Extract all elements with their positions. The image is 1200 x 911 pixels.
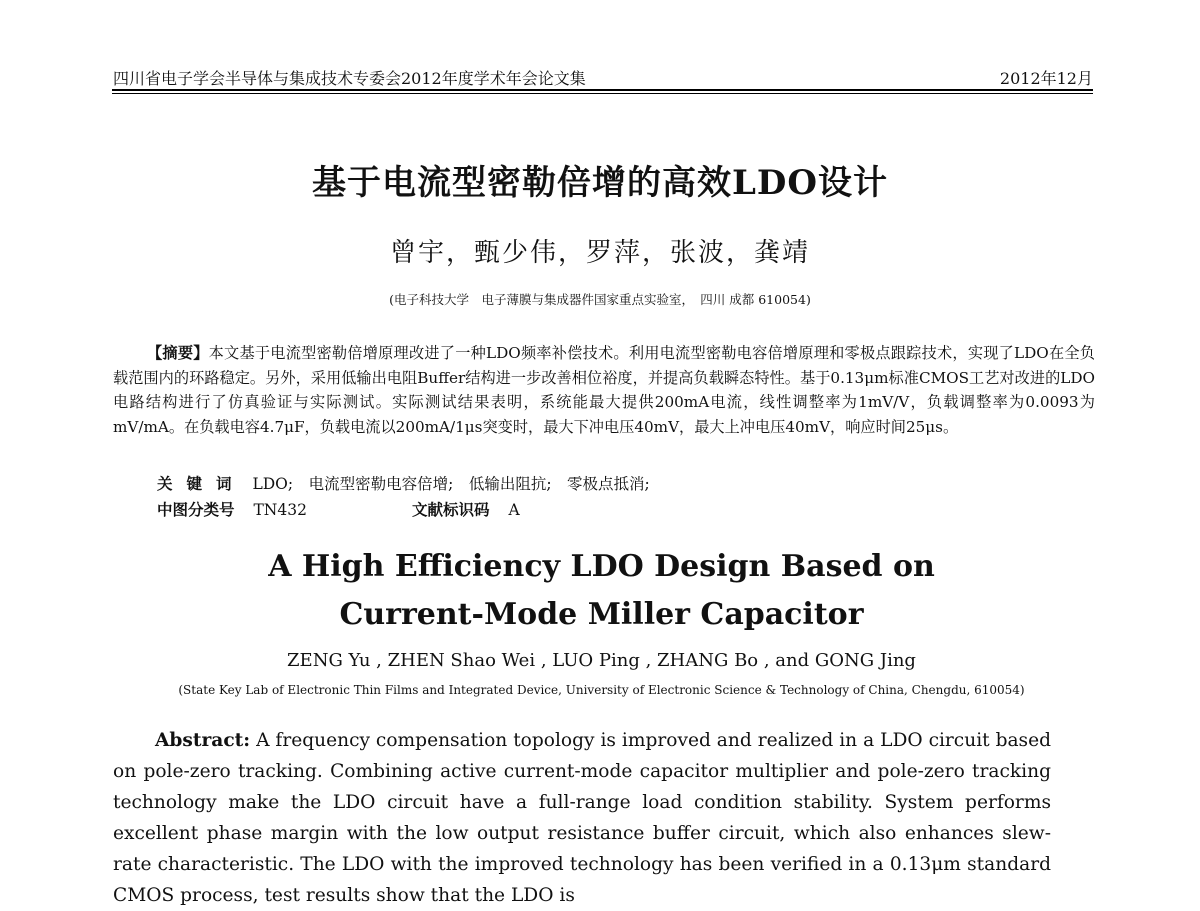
english-abstract <box>113 725 1051 911</box>
english-authors: ZENG Yu , ZHEN Shao Wei , LUO Ping , ZHANG Bo , and GONG Jing <box>287 650 916 671</box>
running-header-date: 2012年12月 <box>999 69 1093 88</box>
chinese-abstract <box>113 341 1095 439</box>
running-header-journal: 四川省电子学会半导体与集成技术专委会2012年度学术年会论文集 <box>113 69 586 88</box>
classification-line <box>157 498 307 520</box>
english-abstract-label: Abstract: <box>155 730 251 751</box>
english-abstract-text: A frequency compensation topology is improved and realized in a LDO circuit based on pole-zero tracking. Combining active current-mode capacitor multiplier and pole-zero tracking technology make the LDO circuit have a full-range load condition stability. System performs excellent phase margin with the low output resistance buffer circuit, which also enhances slew-rate characteristic. The LDO with the improved technology has been verified in a 0.13μm standard CMOS process, test results show that the LDO is <box>113 730 1051 906</box>
keywords-label: 关键词 <box>157 474 246 493</box>
header-rule-thin <box>112 93 1093 94</box>
english-title-line2: Current-Mode Miller Capacitor <box>339 597 864 632</box>
document-code-line <box>412 498 520 520</box>
keywords-value: LDO; 电流型密勒电容倍增; 低输出阻抗; 零极点抵消; <box>252 475 650 493</box>
classification-label: 中图分类号 <box>157 500 235 519</box>
english-affiliation: (State Key Lab of Electronic Thin Films and Integrated Device, University of Electronic Science & Technology of China, Chengdu, 610054) <box>178 683 1025 697</box>
classification-value: TN432 <box>253 501 307 519</box>
document-code-label: 文献标识码 <box>412 500 490 519</box>
document-code-value: A <box>508 501 520 519</box>
chinese-authors: 曾宇，甄少伟，罗萍，张波，龚靖 <box>389 238 810 268</box>
english-title-line1: A High Efficiency LDO Design Based on <box>268 549 935 584</box>
chinese-title: 基于电流型密勒倍增的高效LDO设计 <box>311 163 888 203</box>
chinese-abstract-label: 【摘要】 <box>147 344 209 362</box>
chinese-abstract-text: 本文基于电流型密勒倍增原理改进了一种LDO频率补偿技术。利用电流型密勒电容倍增原理和零极点跟踪技术，实现了LDO在全负载范围内的环路稳定。另外，采用低输出电阻Buffer结构进一步改善相位裕度，并提高负载瞬态特性。基于0.13μm标准CMOS工艺对改进的LDO电路结构进行了仿真验证与实际测试。实际测试结果表明，系统能最大提供200mA电流，线性调整率为1mV/V，负载调整率为0.0093为mV/mA。在负载电容4.7μF，负载电流以200mA/1μs突变时，最大下冲电压40mV，最大上冲电压40mV，响应时间25μs。 <box>113 344 1095 436</box>
chinese-affiliation: (电子科技大学 电子薄膜与集成器件国家重点实验室， 四川 成都 610054) <box>389 292 811 307</box>
header-rule <box>112 89 1093 91</box>
keywords-line <box>157 472 650 494</box>
